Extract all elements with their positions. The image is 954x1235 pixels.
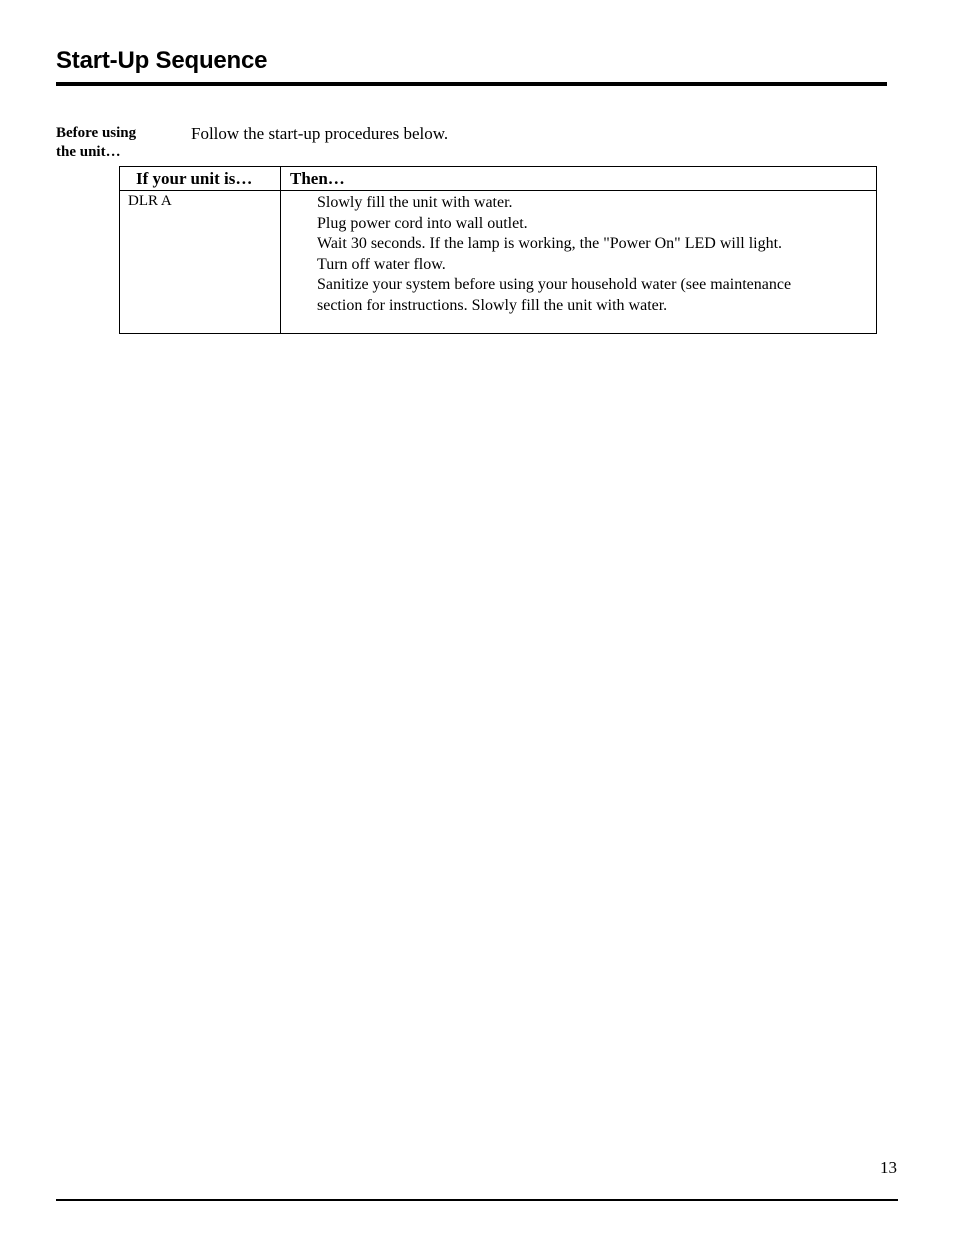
- step-item: Wait 30 seconds. If the lamp is working, the "Power On" LED will light.: [317, 235, 783, 253]
- column-header-then: Then…: [281, 167, 877, 191]
- steps-cell: [281, 191, 877, 334]
- step-item: Sanitize your system before using your household water (see maintenance section for instructions. Slowly fill the unit with water.: [317, 276, 792, 314]
- title-rule: [56, 82, 887, 86]
- column-header-unit: If your unit is…: [120, 167, 281, 191]
- page-title: Start-Up Sequence: [56, 47, 268, 74]
- table-header-row: [120, 167, 877, 191]
- step-item: Slowly fill the unit with water.: [317, 194, 513, 211]
- step-item: Turn off water flow.: [317, 255, 446, 273]
- unit-model-cell: DLR A: [120, 191, 281, 334]
- intro-text: Follow the start-up procedures below.: [191, 124, 449, 143]
- table-row: [120, 191, 877, 334]
- section-label: Before using the unit…: [56, 125, 137, 160]
- procedure-table: [119, 166, 877, 334]
- page-number: 13: [880, 1158, 897, 1177]
- step-item: Plug power cord into wall outlet.: [317, 214, 528, 232]
- footer-rule: [56, 1199, 898, 1201]
